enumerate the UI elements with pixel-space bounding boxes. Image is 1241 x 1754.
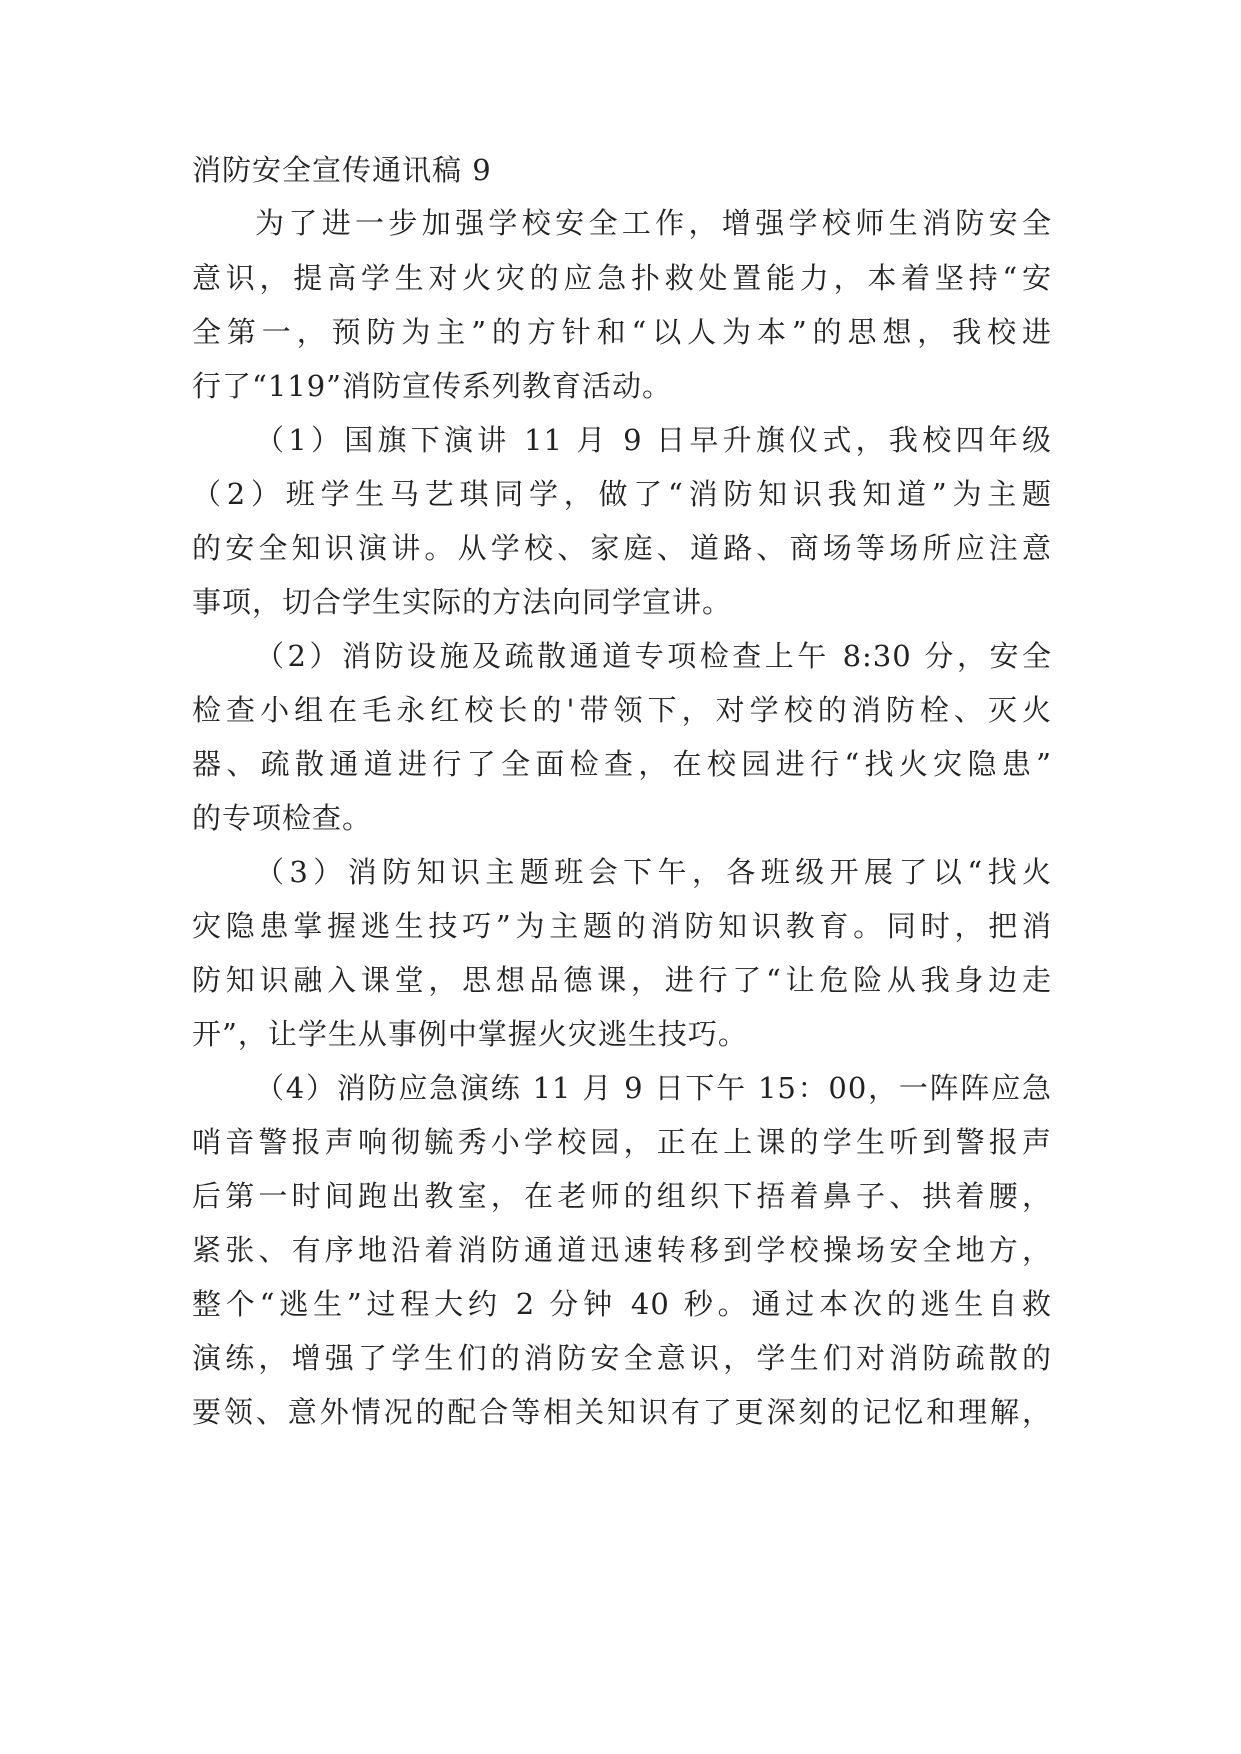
paragraph-2-line-4: 事项，切合学生实际的方法向同学宣讲。 [192, 585, 733, 619]
paragraph-5-line-5: 整个“逃生”过程大约 2 分钟 40 秒。通过本次的逃生自救 [192, 1287, 1052, 1321]
document-title: 消防安全宣传通讯稿 9 [192, 153, 492, 187]
paragraph-5-line-4: 紧张、有序地沿着消防通道迅速转移到学校操场安全地方， [192, 1233, 1052, 1267]
paragraph-4-line-4: 开”，让学生从事例中掌握火灾逃生技巧。 [192, 1017, 748, 1051]
paragraph-1-line-4: 行了“119”消防宣传系列教育活动。 [192, 369, 673, 403]
paragraph-5-line-2: 哨音警报声响彻毓秀小学校园，正在上课的学生听到警报声 [192, 1125, 1052, 1159]
paragraph-2-line-1: （1）国旗下演讲 11 月 9 日早升旗仪式，我校四年级 [255, 423, 1052, 457]
paragraph-5-line-7: 要领、意外情况的配合等相关知识有了更深刻的记忆和理解， [192, 1395, 1052, 1429]
paragraph-3-line-1: （2）消防设施及疏散通道专项检查上午 8:30 分，安全 [255, 639, 1052, 673]
paragraph-1-line-1: 为了进一步加强学校安全工作，增强学校师生消防安全 [255, 206, 1052, 240]
paragraph-1-line-2: 意识，提高学生对火灾的应急扑救处置能力，本着坚持“安 [192, 261, 1052, 295]
paragraph-2-line-3: 的安全知识演讲。从学校、家庭、道路、商场等场所应注意 [192, 531, 1052, 565]
paragraph-2-line-2: （2）班学生马艺琪同学，做了“消防知识我知道”为主题 [192, 477, 1052, 511]
paragraph-4-line-1: （3）消防知识主题班会下午，各班级开展了以“找火 [255, 855, 1052, 889]
paragraph-5-line-3: 后第一时间跑出教室，在老师的组织下捂着鼻子、拱着腰， [192, 1179, 1052, 1213]
paragraph-3-line-4: 的专项检查。 [192, 801, 373, 835]
paragraph-5-line-6: 演练，增强了学生们的消防安全意识，学生们对消防疏散的 [192, 1341, 1052, 1375]
paragraph-3-line-2: 检查小组在毛永红校长的'带领下，对学校的消防栓、灭火 [192, 693, 1052, 727]
paragraph-4-line-2: 灾隐患掌握逃生技巧”为主题的消防知识教育。同时，把消 [192, 909, 1052, 943]
paragraph-3-line-3: 器、疏散通道进行了全面检查，在校园进行“找火灾隐患” [192, 747, 1052, 781]
paragraph-1-line-3: 全第一，预防为主”的方针和“以人为本”的思想，我校进 [192, 315, 1052, 349]
paragraph-5-line-1: （4）消防应急演练 11 月 9 日下午 15：00，一阵阵应急 [255, 1071, 1052, 1105]
paragraph-4-line-3: 防知识融入课堂，思想品德课，进行了“让危险从我身边走 [192, 963, 1052, 997]
